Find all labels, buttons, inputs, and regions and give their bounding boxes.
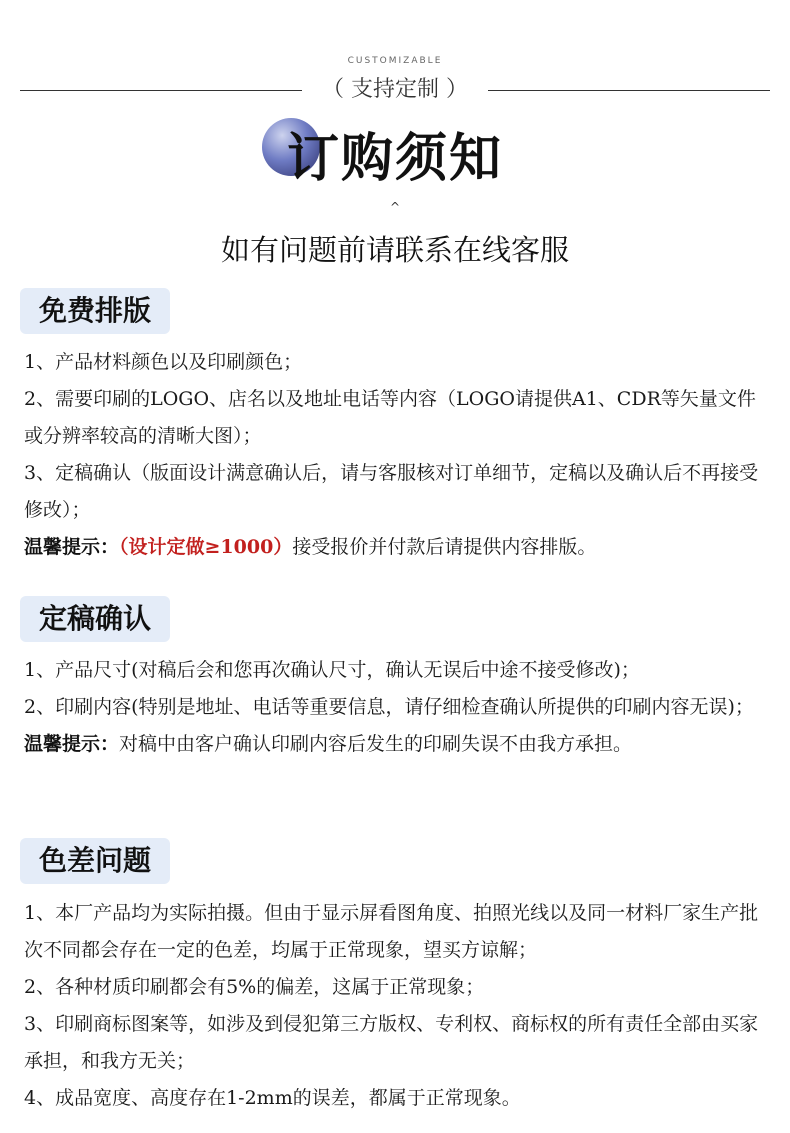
section-free-layout-body [24, 344, 769, 566]
subtitle-row [20, 74, 770, 106]
section-tag-color-difference: 色差问题 [20, 838, 170, 884]
divider-right [488, 90, 770, 91]
warm-tip-text: 对稿中由客户确认印刷内容后发生的印刷失误不由我方承担。 [119, 733, 633, 755]
list-item: 2、各种材质印刷都会有5%的偏差，这属于正常现象； [24, 976, 485, 998]
warm-tip-highlight: （设计定做≥1000） [119, 536, 293, 558]
warm-tip [24, 726, 769, 763]
caret-icon: ^ [389, 200, 401, 214]
warm-tip-text: 接受报价并付款后请提供内容排版。 [292, 536, 597, 558]
section-color-difference-body [24, 895, 769, 1117]
section-tag-confirm-draft: 定稿确认 [20, 596, 170, 642]
header [0, 0, 790, 280]
warm-tip-label: 温馨提示： [24, 536, 120, 558]
list-item: 1、产品尺寸(对稿后会和您再次确认尺寸，确认无误后中途不接受修改)； [24, 659, 640, 681]
list-item: 1、本厂产品均为实际拍摄。但由于显示屏看图角度、拍照光线以及同一材料厂家生产批次不同都会存在一定的色差，均属于正常现象，望买方谅解； [24, 902, 759, 961]
list-item: 2、印刷内容(特别是地址、电话等重要信息，请仔细检查确认所提供的印刷内容无误)； [24, 696, 754, 718]
warm-tip [24, 529, 769, 566]
section-tag-free-layout: 免费排版 [20, 288, 170, 334]
list-item: 3、定稿确认（版面设计满意确认后，请与客服核对订单细节，定稿以及确认后不再接受修改）； [24, 462, 759, 521]
list-item: 3、印刷商标图案等，如涉及到侵犯第三方版权、专利权、商标权的所有责任全部由买家承担，和我方无关； [24, 1013, 759, 1072]
section-confirm-draft-body [24, 652, 769, 763]
list-item: 1、产品材料颜色以及印刷颜色； [24, 351, 303, 373]
eyebrow-text: CUSTOMIZABLE [347, 56, 443, 66]
page-title: 订购须知 [286, 128, 503, 189]
subtitle: （ 支持定制 ） [322, 77, 468, 102]
contact-notice: 如有问题前请联系在线客服 [220, 233, 569, 267]
warm-tip-label: 温馨提示： [24, 733, 120, 755]
list-item: 2、需要印刷的LOGO、店名以及地址电话等内容（LOGO请提供A1、CDR等矢量文件或分辨率较高的清晰大图）； [24, 388, 756, 447]
list-item: 4、成品宽度、高度存在1-2mm的误差，都属于正常现象。 [24, 1087, 521, 1109]
